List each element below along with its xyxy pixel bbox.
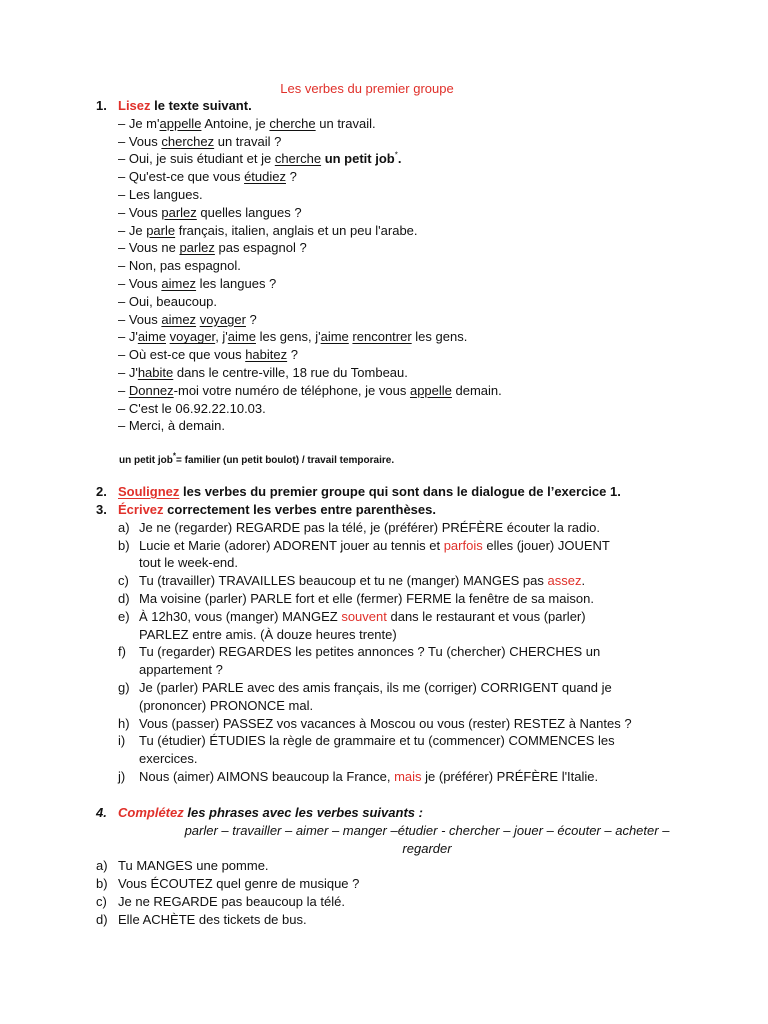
list-item: a) Je ne (regarder) REGARDE pas la télé, je (préférer) PRÉFÈRE écouter la radio. xyxy=(118,519,600,535)
footnote: un petit job*= familier (un petit boulot) / travail temporaire. xyxy=(119,451,395,466)
dialogue-line: – Vous aimez voyager ? xyxy=(118,311,257,327)
dialogue-line: – Oui, je suis étudiant et je cherche un petit job*. xyxy=(118,151,402,167)
instruction-text: les phrases avec les verbes suivants : xyxy=(187,805,423,820)
dialogue-line: – J'aime voyager, j'aime les gens, j'aime rencontrer les gens. xyxy=(118,329,468,345)
exercise-2-heading xyxy=(96,483,736,501)
instruction-verb: Lisez xyxy=(118,98,151,113)
dialogue-line: – Donnez-moi votre numéro de téléphone, je vous appelle demain. xyxy=(118,382,502,398)
list-item: i) Tu (étudier) ÉTUDIES la règle de grammaire et tu (commencer) COMMENCES les exercices. xyxy=(118,733,615,767)
list-item: d) Ma voisine (parler) PARLE fort et elle (fermer) FERME la fenêtre de sa maison. xyxy=(118,590,594,606)
dialogue-line: – Vous cherchez un travail ? xyxy=(118,133,282,149)
list-item: h) Vous (passer) PASSEZ vos vacances à Moscou ou vous (rester) RESTEZ à Nantes ? xyxy=(118,715,632,731)
exercise-3 xyxy=(96,501,736,786)
exercise-4 xyxy=(96,804,736,929)
dialogue-line: – J'habite dans le centre-ville, 18 rue du Tombeau. xyxy=(118,364,408,380)
exercise-number: 2. xyxy=(96,484,107,499)
list-item: c) Tu (travailler) TRAVAILLES beaucoup et tu ne (manger) MANGES pas assez. xyxy=(118,573,586,589)
list-item: a) Tu MANGES une pomme. xyxy=(96,858,269,874)
dialogue-line: – Je parle français, italien, anglais et un peu l'arabe. xyxy=(118,222,418,238)
exercise-1 xyxy=(96,97,736,435)
dialogue-line: – Où est-ce que vous habitez ? xyxy=(118,347,298,363)
instruction-text: le texte suivant. xyxy=(154,98,252,113)
list-item: b) Vous ÉCOUTEZ quel genre de musique ? xyxy=(96,876,360,892)
list-item: d) Elle ACHÈTE des tickets de bus. xyxy=(96,911,307,927)
exercise-number: 1. xyxy=(96,98,107,113)
exercise-number: 3. xyxy=(96,502,107,517)
list-item: e) À 12h30, vous (manger) MANGEZ souvent dans le restaurant et vous (parler) PARLEZ entre amis. (À douze heures trente) xyxy=(118,608,586,642)
list-item: j) Nous (aimer) AIMONS beaucoup la France, mais je (préférer) PRÉFÈRE l'Italie. xyxy=(118,768,599,784)
exercise-1-heading xyxy=(96,97,736,115)
dialogue-line: – Vous ne parlez pas espagnol ? xyxy=(118,240,307,256)
dialogue-line: – Qu'est-ce que vous étudiez ? xyxy=(118,169,297,185)
dialogue-line: – Je m'appelle Antoine, je cherche un travail. xyxy=(118,115,376,131)
dialogue-line: – Vous aimez les langues ? xyxy=(118,275,277,291)
dialogue-line: – Vous parlez quelles langues ? xyxy=(118,204,302,220)
page-title: Les verbes du premier groupe xyxy=(280,81,454,96)
dialogue-line: – Merci, à demain. xyxy=(118,418,225,434)
exercise-4-heading xyxy=(96,804,736,822)
instruction-text: correctement les verbes entre parenthèses. xyxy=(167,502,436,517)
dialogue-line: – Oui, beaucoup. xyxy=(118,293,218,309)
instruction-text: les verbes du premier groupe qui sont dans le dialogue de l’exercice 1. xyxy=(183,484,621,499)
dialogue-line: – C'est le 06.92.22.10.03. xyxy=(118,400,266,416)
exercise-2 xyxy=(96,483,736,501)
dialogue-line: – Non, pas espagnol. xyxy=(118,258,241,274)
instruction-verb: Complétez xyxy=(118,805,184,820)
verb-list: parler – travailler – aimer – manger –étudier - chercher – jouer – écouter – acheter – regarder xyxy=(184,822,670,856)
list-item: c) Je ne REGARDE pas beaucoup la télé. xyxy=(96,893,345,909)
list-item: b) Lucie et Marie (adorer) ADORENT jouer au tennis et parfois elles (jouer) JOUENT tout le week-end. xyxy=(118,537,610,571)
dialogue xyxy=(96,115,736,435)
exercise-number: 4. xyxy=(96,805,107,820)
instruction-verb: Écrivez xyxy=(118,502,164,517)
instruction-verb: Soulignez xyxy=(118,484,180,499)
exercise-3-heading xyxy=(96,501,736,519)
list-item: f) Tu (regarder) REGARDES les petites annonces ? Tu (chercher) CHERCHES un appartement ? xyxy=(118,644,601,678)
list-item: g) Je (parler) PARLE avec des amis français, ils me (corriger) CORRIGENT quand je (prononcer) PRONONCE mal. xyxy=(118,679,612,713)
dialogue-line: – Les langues. xyxy=(118,186,203,202)
